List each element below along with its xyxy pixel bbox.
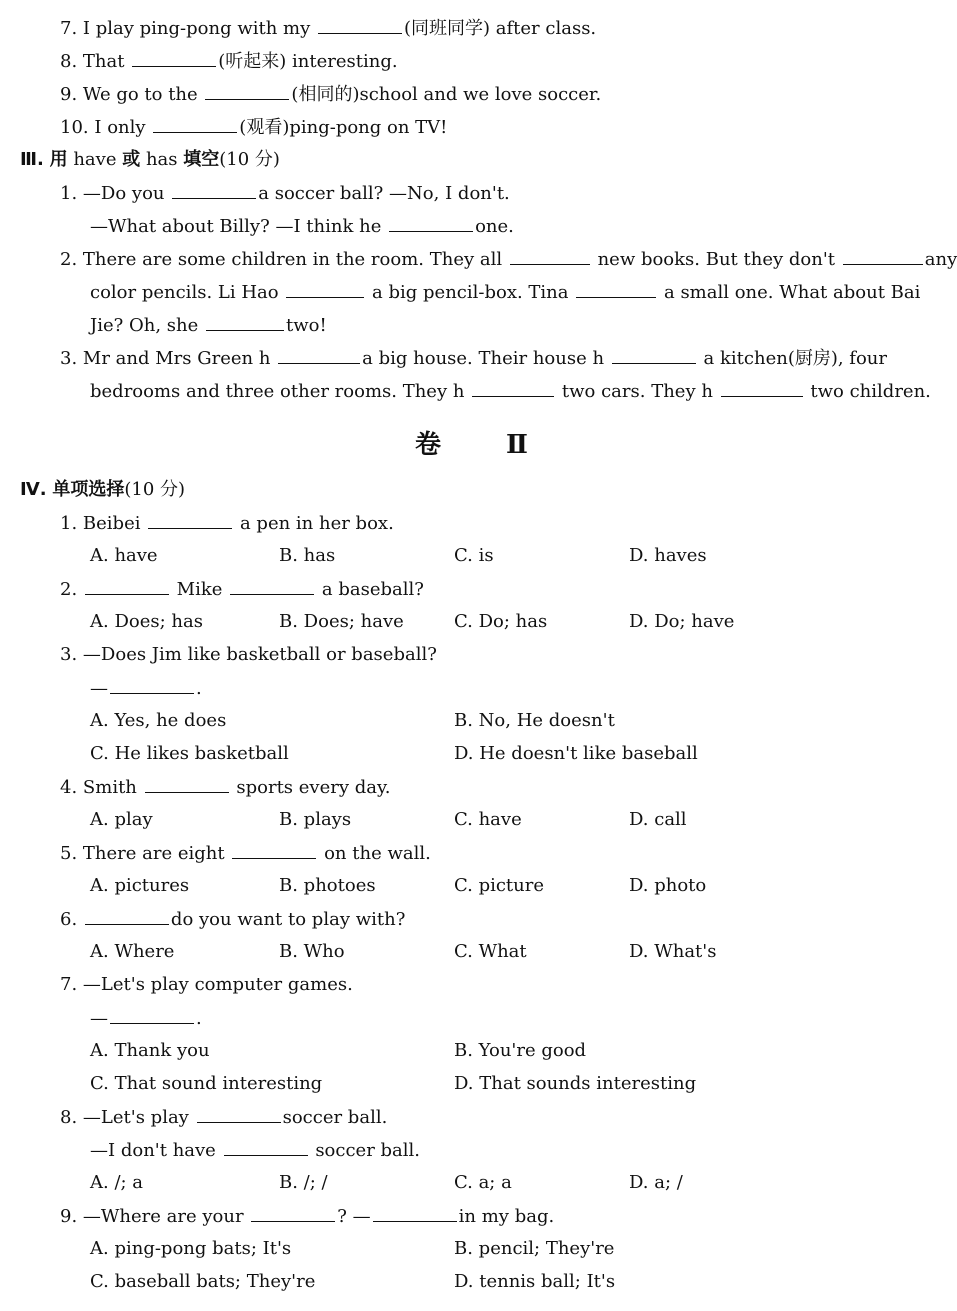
question-number: 2. <box>60 249 78 270</box>
answer-blank[interactable] <box>612 347 696 364</box>
option-c[interactable]: C. picture <box>454 875 545 896</box>
question-text: any <box>924 249 957 270</box>
option-a[interactable]: A. pictures <box>90 875 190 896</box>
option-a[interactable]: A. Does; has <box>90 611 203 632</box>
question-number: 5. <box>60 843 78 864</box>
question-text: —Let's play computer games. <box>82 974 353 995</box>
mc-question-9 <box>60 1205 554 1228</box>
question-number: 9. <box>60 1206 78 1227</box>
question-number: 7. <box>60 18 78 39</box>
volume-title: 卷 Ⅱ <box>415 430 556 460</box>
section-4-heading: Ⅳ. 单项选择(10 分) <box>20 479 186 500</box>
question-number: 6. <box>60 909 78 930</box>
s3-question-3-line2 <box>90 380 931 403</box>
answer-blank[interactable] <box>132 50 216 67</box>
mc-question-3 <box>60 644 437 666</box>
option-d[interactable]: D. What's <box>629 941 717 962</box>
question-text: sports every day. <box>236 777 391 798</box>
option-c[interactable]: C. That sound interesting <box>90 1073 323 1094</box>
option-d[interactable]: D. haves <box>629 545 707 566</box>
mc-question-1 <box>60 512 394 535</box>
question-number: 1. <box>60 513 78 534</box>
answer-blank[interactable] <box>472 380 554 397</box>
question-text: two children. <box>810 381 931 402</box>
question-text: Beibei <box>82 513 141 534</box>
option-c[interactable]: C. He likes basketball <box>90 743 289 764</box>
question-text: Jie? Oh, she <box>90 315 199 336</box>
question-text: one. <box>475 216 514 237</box>
question-9 <box>60 83 601 106</box>
s3-question-2 <box>60 248 957 271</box>
answer-blank[interactable] <box>197 1106 281 1123</box>
option-b[interactable]: B. plays <box>279 809 352 830</box>
option-b[interactable]: B. Does; have <box>279 611 404 632</box>
answer-blank[interactable] <box>206 314 284 331</box>
option-c[interactable]: C. baseball bats; They're <box>90 1271 316 1292</box>
answer-blank[interactable] <box>510 248 590 265</box>
question-text: two cars. They h <box>561 381 713 402</box>
question-number: 10. <box>60 117 89 138</box>
question-text: a baseball? <box>321 579 424 600</box>
option-b[interactable]: B. Who <box>279 941 345 962</box>
question-number: 8. <box>60 51 78 72</box>
answer-blank[interactable] <box>145 776 229 793</box>
answer-blank[interactable] <box>85 908 169 925</box>
answer-blank[interactable] <box>148 512 232 529</box>
option-a[interactable]: A. ping-pong bats; It's <box>90 1238 292 1259</box>
option-c[interactable]: C. Do; has <box>454 611 548 632</box>
question-text: —Where are your <box>82 1206 244 1227</box>
option-a[interactable]: A. /; a <box>90 1172 144 1193</box>
answer-blank[interactable] <box>85 578 169 595</box>
option-c[interactable]: C. have <box>454 809 522 830</box>
question-text: There are some children in the room. They all <box>82 249 503 270</box>
question-number: 1. <box>60 183 78 204</box>
question-text: (相同的)school and we love soccer. <box>291 84 602 105</box>
option-d[interactable]: D. tennis ball; It's <box>454 1271 616 1292</box>
question-text: new books. But they don't <box>597 249 836 270</box>
question-text: That <box>82 51 125 72</box>
option-c[interactable]: C. a; a <box>454 1172 512 1193</box>
question-text: Mr and Mrs Green h <box>82 348 271 369</box>
question-text: —Do you <box>82 183 165 204</box>
option-d[interactable]: D. a; / <box>629 1172 683 1193</box>
question-text: a big pencil-box. Tina <box>372 282 569 303</box>
option-b[interactable]: B. /; / <box>279 1172 328 1193</box>
s3-question-1-line2 <box>90 215 514 238</box>
answer-blank[interactable] <box>110 1007 194 1024</box>
question-text: —Does Jim like basketball or baseball? <box>82 644 437 665</box>
option-b[interactable]: B. You're good <box>454 1040 587 1061</box>
question-text: soccer ball. <box>282 1107 388 1128</box>
mc-question-8 <box>60 1106 387 1129</box>
s3-question-1 <box>60 182 510 205</box>
s3-question-3 <box>60 347 887 370</box>
mc-question-2 <box>60 578 424 601</box>
answer-blank[interactable] <box>389 215 473 232</box>
option-b[interactable]: B. has <box>279 545 336 566</box>
answer-blank[interactable] <box>721 380 803 397</box>
answer-blank[interactable] <box>232 842 316 859</box>
question-text: a kitchen(厨房), four <box>703 348 888 369</box>
answer-blank[interactable] <box>318 17 402 34</box>
option-d[interactable]: D. call <box>629 809 687 830</box>
mc-question-7-answer-line: — . <box>90 1008 202 1029</box>
s3-question-2-line2 <box>90 281 920 304</box>
question-number: 8. <box>60 1107 78 1128</box>
question-text: do you want to play with? <box>170 909 406 930</box>
question-text: We go to the <box>82 84 198 105</box>
question-text: a soccer ball? —No, I don't. <box>258 183 510 204</box>
question-text: in my bag. <box>458 1206 555 1227</box>
answer-blank[interactable] <box>224 1139 308 1156</box>
question-text: —Let's play <box>82 1107 189 1128</box>
question-text: (听起来) interesting. <box>218 51 398 72</box>
question-number: 3. <box>60 644 78 665</box>
answer-blank[interactable] <box>172 182 256 199</box>
question-text: Mike <box>176 579 223 600</box>
answer-blank[interactable] <box>843 248 923 265</box>
question-text: a pen in her box. <box>239 513 394 534</box>
option-a[interactable]: A. play <box>90 809 153 830</box>
question-text: (观看)ping-pong on TV! <box>239 117 448 138</box>
question-text: (同班同学) after class. <box>404 18 597 39</box>
option-c[interactable]: C. is <box>454 545 494 566</box>
question-text: I play ping-pong with my <box>82 18 311 39</box>
question-text: —I don't have <box>90 1140 216 1161</box>
answer-blank[interactable] <box>278 347 360 364</box>
question-text: bedrooms and three other rooms. They h <box>90 381 465 402</box>
answer-blank[interactable] <box>205 83 289 100</box>
answer-blank[interactable] <box>153 116 237 133</box>
mc-question-5 <box>60 842 431 865</box>
answer-blank[interactable] <box>110 677 194 694</box>
question-number: 2. <box>60 579 78 600</box>
option-a[interactable]: A. have <box>90 545 158 566</box>
question-text: a small one. What about Bai <box>663 282 921 303</box>
question-number: 7. <box>60 974 78 995</box>
option-c[interactable]: C. What <box>454 941 527 962</box>
question-text: There are eight <box>82 843 225 864</box>
question-10 <box>60 116 447 139</box>
question-number: 3. <box>60 348 78 369</box>
mc-question-3-answer-line: — . <box>90 678 202 699</box>
question-7 <box>60 17 596 40</box>
answer-blank[interactable] <box>576 281 656 298</box>
question-number: 4. <box>60 777 78 798</box>
option-b[interactable]: B. photoes <box>279 875 376 896</box>
option-a[interactable]: A. Thank you <box>90 1040 210 1061</box>
question-text: color pencils. Li Hao <box>90 282 279 303</box>
option-d[interactable]: D. photo <box>629 875 707 896</box>
question-number: 9. <box>60 84 78 105</box>
mc-question-8-line2 <box>90 1139 420 1162</box>
question-text: a big house. Their house h <box>362 348 605 369</box>
option-d[interactable]: D. He doesn't like baseball <box>454 743 698 764</box>
mc-question-4 <box>60 776 391 799</box>
question-text: on the wall. <box>324 843 431 864</box>
section-3-heading: Ⅲ. 用 have 或 has 填空(10 分) <box>20 149 280 170</box>
answer-blank[interactable] <box>251 1205 335 1222</box>
answer-blank[interactable] <box>373 1205 457 1222</box>
option-b[interactable]: B. No, He doesn't <box>454 710 615 731</box>
option-b[interactable]: B. pencil; They're <box>454 1238 615 1259</box>
question-text: Smith <box>82 777 137 798</box>
question-text: ? — <box>337 1206 371 1227</box>
question-text: —What about Billy? —I think he <box>90 216 382 237</box>
question-text: two! <box>286 315 327 336</box>
option-d[interactable]: D. That sounds interesting <box>454 1073 697 1094</box>
question-text: soccer ball. <box>315 1140 421 1161</box>
question-8 <box>60 50 398 73</box>
option-a[interactable]: A. Where <box>90 941 175 962</box>
mc-question-7 <box>60 974 353 996</box>
option-a[interactable]: A. Yes, he does <box>90 710 227 731</box>
mc-question-6 <box>60 908 405 931</box>
s3-question-2-line3 <box>90 314 327 337</box>
answer-blank[interactable] <box>230 578 314 595</box>
question-text: I only <box>94 117 146 138</box>
answer-blank[interactable] <box>286 281 364 298</box>
option-d[interactable]: D. Do; have <box>629 611 735 632</box>
